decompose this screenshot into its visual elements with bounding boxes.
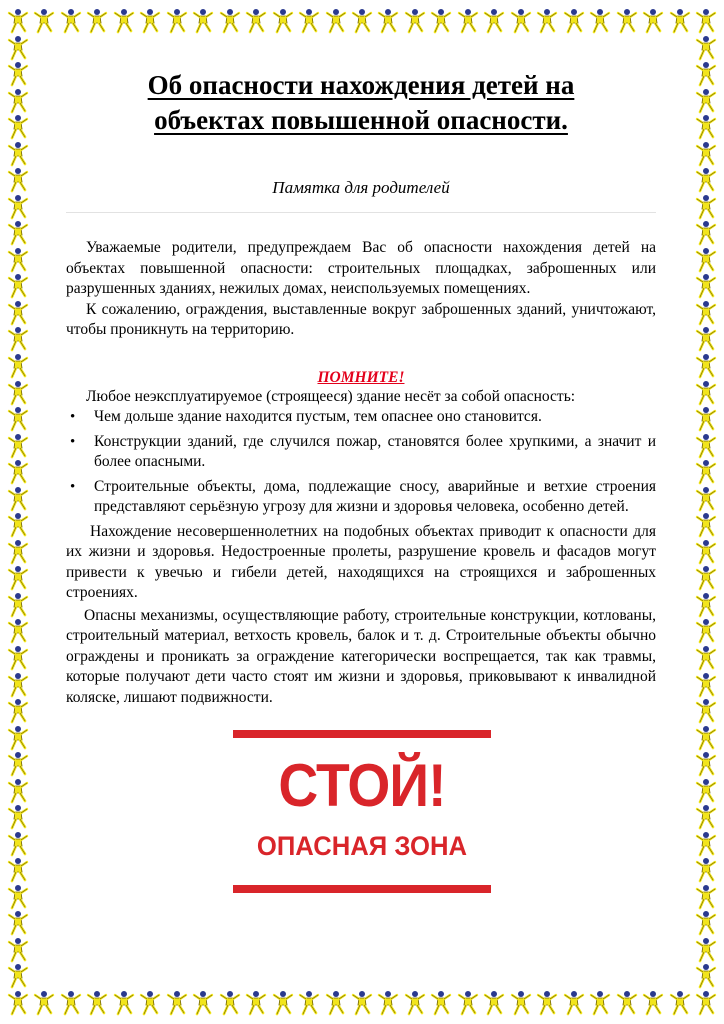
running-child-icon (85, 990, 109, 1016)
running-child-icon (668, 990, 692, 1016)
running-child-icon (535, 8, 559, 34)
running-child-icon (694, 326, 718, 352)
danger-zone-sign (233, 730, 491, 893)
running-child-icon (6, 857, 30, 883)
running-child-icon (32, 990, 56, 1016)
running-child-icon (694, 380, 718, 406)
running-child-icon (694, 194, 718, 220)
running-child-icon (694, 618, 718, 644)
running-child-icon (6, 114, 30, 140)
running-child-icon (324, 990, 348, 1016)
list-item: • Чем дольше здание находится пустым, тем опаснее оно становится. (66, 407, 656, 428)
running-child-icon (6, 88, 30, 114)
running-child-icon (694, 565, 718, 591)
list-item: • Строительные объекты, дома, подлежащие сносу, аварийные и ветхие строения представляют серьёзную угрозу для жизни и здоровья человека, особенно детей. (70, 477, 656, 515)
intro-paragraph: Уважаемые родители, предупреждаем Вас об опасности нахождения детей на объектах повышенной опасности: строительных площадках, заброшенных или разрушенных зданиях, нежилых домах, неиспользуемых помещениях. (66, 239, 656, 297)
running-child-icon (429, 990, 453, 1016)
running-child-icon (191, 990, 215, 1016)
running-child-icon (562, 990, 586, 1016)
running-child-icon (6, 141, 30, 167)
running-child-icon (6, 778, 30, 804)
subtitle-divider (66, 212, 656, 213)
document-subtitle: Памятка для родителей (272, 178, 450, 197)
bullet-icon: • (70, 433, 76, 450)
running-child-icon (694, 167, 718, 193)
running-child-icon (6, 194, 30, 220)
running-child-icon (694, 114, 718, 140)
running-child-icon (6, 406, 30, 432)
running-child-icon (694, 990, 718, 1016)
running-child-icon (6, 247, 30, 273)
running-child-icon (6, 698, 30, 724)
running-child-icon (694, 88, 718, 114)
running-child-icon (6, 725, 30, 751)
running-child-icon (588, 8, 612, 34)
running-child-icon (271, 8, 295, 34)
running-child-icon (376, 8, 400, 34)
running-child-icon (350, 8, 374, 34)
danger-list (66, 407, 656, 518)
title-line-1: Об опасности нахождения детей на (147, 70, 575, 100)
running-child-icon (6, 937, 30, 963)
running-child-icon (6, 990, 30, 1016)
running-child-icon (59, 990, 83, 1016)
running-child-icon (271, 990, 295, 1016)
sign-stop-text: СТОЙ! (278, 752, 446, 819)
running-child-icon (218, 990, 242, 1016)
running-child-icon (6, 273, 30, 299)
running-child-icon (694, 512, 718, 538)
document-title (66, 68, 656, 138)
running-child-icon (615, 8, 639, 34)
running-child-icon (6, 8, 30, 34)
running-child-icon (694, 751, 718, 777)
minors-paragraph: Нахождение несовершеннолетних на подобных объектах приводит к опасности для их жизни и здоровья. Недостроенные пролеты, разрушение кровель и фасадов могут привести к увечью и гибели детей, находящихся на строящихся и заброшенных строениях. (66, 522, 656, 601)
running-child-icon (6, 831, 30, 857)
running-child-icon (165, 990, 189, 1016)
bullet-icon: • (70, 409, 76, 425)
running-child-icon (562, 8, 586, 34)
sign-bottom-bar (233, 885, 491, 893)
running-child-icon (615, 990, 639, 1016)
remember-lead: Любое неэксплуатируемое (строящееся) здание несёт за собой опасность: (86, 387, 576, 405)
running-child-icon (112, 8, 136, 34)
running-child-icon (59, 8, 83, 34)
running-child-icon (694, 804, 718, 830)
running-child-icon (6, 565, 30, 591)
running-child-icon (694, 910, 718, 936)
fence-paragraph: К сожалению, ограждения, выставленные вокруг заброшенных зданий, уничтожают, чтобы проникнуть на территорию. (66, 300, 656, 338)
running-child-icon (350, 990, 374, 1016)
running-child-icon (403, 8, 427, 34)
running-child-icon (6, 353, 30, 379)
running-child-icon (6, 672, 30, 698)
running-child-icon (694, 672, 718, 698)
running-child-icon (694, 61, 718, 87)
running-child-icon (6, 380, 30, 406)
running-child-icon (6, 220, 30, 246)
running-child-icon (297, 8, 321, 34)
running-child-icon (509, 990, 533, 1016)
running-child-icon (191, 8, 215, 34)
running-child-icon (6, 539, 30, 565)
running-child-icon (6, 61, 30, 87)
running-child-icon (429, 8, 453, 34)
running-child-icon (694, 831, 718, 857)
running-child-icon (403, 990, 427, 1016)
running-child-icon (6, 300, 30, 326)
running-child-icon (694, 937, 718, 963)
running-child-icon (535, 990, 559, 1016)
sign-zone-text: ОПАСНАЯ ЗОНА (256, 831, 468, 861)
running-child-icon (694, 35, 718, 61)
running-child-icon (218, 8, 242, 34)
running-child-icon (482, 8, 506, 34)
running-child-icon (6, 910, 30, 936)
running-child-icon (694, 433, 718, 459)
running-child-icon (641, 990, 665, 1016)
running-child-icon (641, 8, 665, 34)
running-child-icon (6, 884, 30, 910)
running-child-icon (6, 645, 30, 671)
running-child-icon (694, 698, 718, 724)
running-child-icon (6, 459, 30, 485)
running-child-icon (6, 167, 30, 193)
running-child-icon (694, 220, 718, 246)
running-child-icon (694, 459, 718, 485)
running-child-icon (6, 963, 30, 989)
running-child-icon (694, 247, 718, 273)
running-child-icon (694, 141, 718, 167)
running-child-icon (6, 804, 30, 830)
sign-top-bar (233, 730, 491, 738)
running-child-icon (6, 326, 30, 352)
running-child-icon (694, 592, 718, 618)
running-child-icon (376, 990, 400, 1016)
running-child-icon (456, 990, 480, 1016)
running-child-icon (482, 990, 506, 1016)
running-child-icon (112, 990, 136, 1016)
running-child-icon (138, 990, 162, 1016)
remember-heading: ПОМНИТЕ! (317, 368, 405, 386)
running-child-icon (694, 725, 718, 751)
running-child-icon (6, 618, 30, 644)
running-child-icon (138, 8, 162, 34)
title-line-2: объектах повышенной опасности. (154, 105, 568, 135)
running-child-icon (694, 353, 718, 379)
running-child-icon (694, 486, 718, 512)
running-child-icon (6, 592, 30, 618)
running-child-icon (668, 8, 692, 34)
running-child-icon (694, 406, 718, 432)
running-child-icon (509, 8, 533, 34)
running-child-icon (694, 857, 718, 883)
running-child-icon (6, 512, 30, 538)
running-child-icon (6, 433, 30, 459)
running-child-icon (244, 8, 268, 34)
running-child-icon (694, 300, 718, 326)
running-child-icon (694, 539, 718, 565)
running-child-icon (6, 751, 30, 777)
running-child-icon (6, 35, 30, 61)
running-child-icon (244, 990, 268, 1016)
running-child-icon (297, 990, 321, 1016)
running-child-icon (85, 8, 109, 34)
mechanisms-paragraph: Опасны механизмы, осуществляющие работу, строительные конструкции, котлованы, строительный материал, ветхость кровель, балок и т. д. Строительные объекты обычно ограждены и проникать за ограждение категорически воспрещается, так как травмы, которые получают дети часто стоят им жизни и здоровья, приковывают к инвалидной коляске, лишают подвижности. (66, 606, 656, 706)
running-child-icon (6, 486, 30, 512)
running-child-icon (694, 778, 718, 804)
running-child-icon (694, 884, 718, 910)
running-child-icon (694, 963, 718, 989)
running-child-icon (32, 8, 56, 34)
running-child-icon (694, 645, 718, 671)
bullet-icon: • (70, 478, 76, 495)
running-child-icon (324, 8, 348, 34)
running-child-icon (456, 8, 480, 34)
running-child-icon (165, 8, 189, 34)
running-child-icon (694, 8, 718, 34)
document-body (66, 68, 656, 708)
list-item: • Конструкции зданий, где случился пожар, становятся более хрупкими, а значит и более опасными. (70, 432, 656, 470)
running-child-icon (694, 273, 718, 299)
running-child-icon (588, 990, 612, 1016)
